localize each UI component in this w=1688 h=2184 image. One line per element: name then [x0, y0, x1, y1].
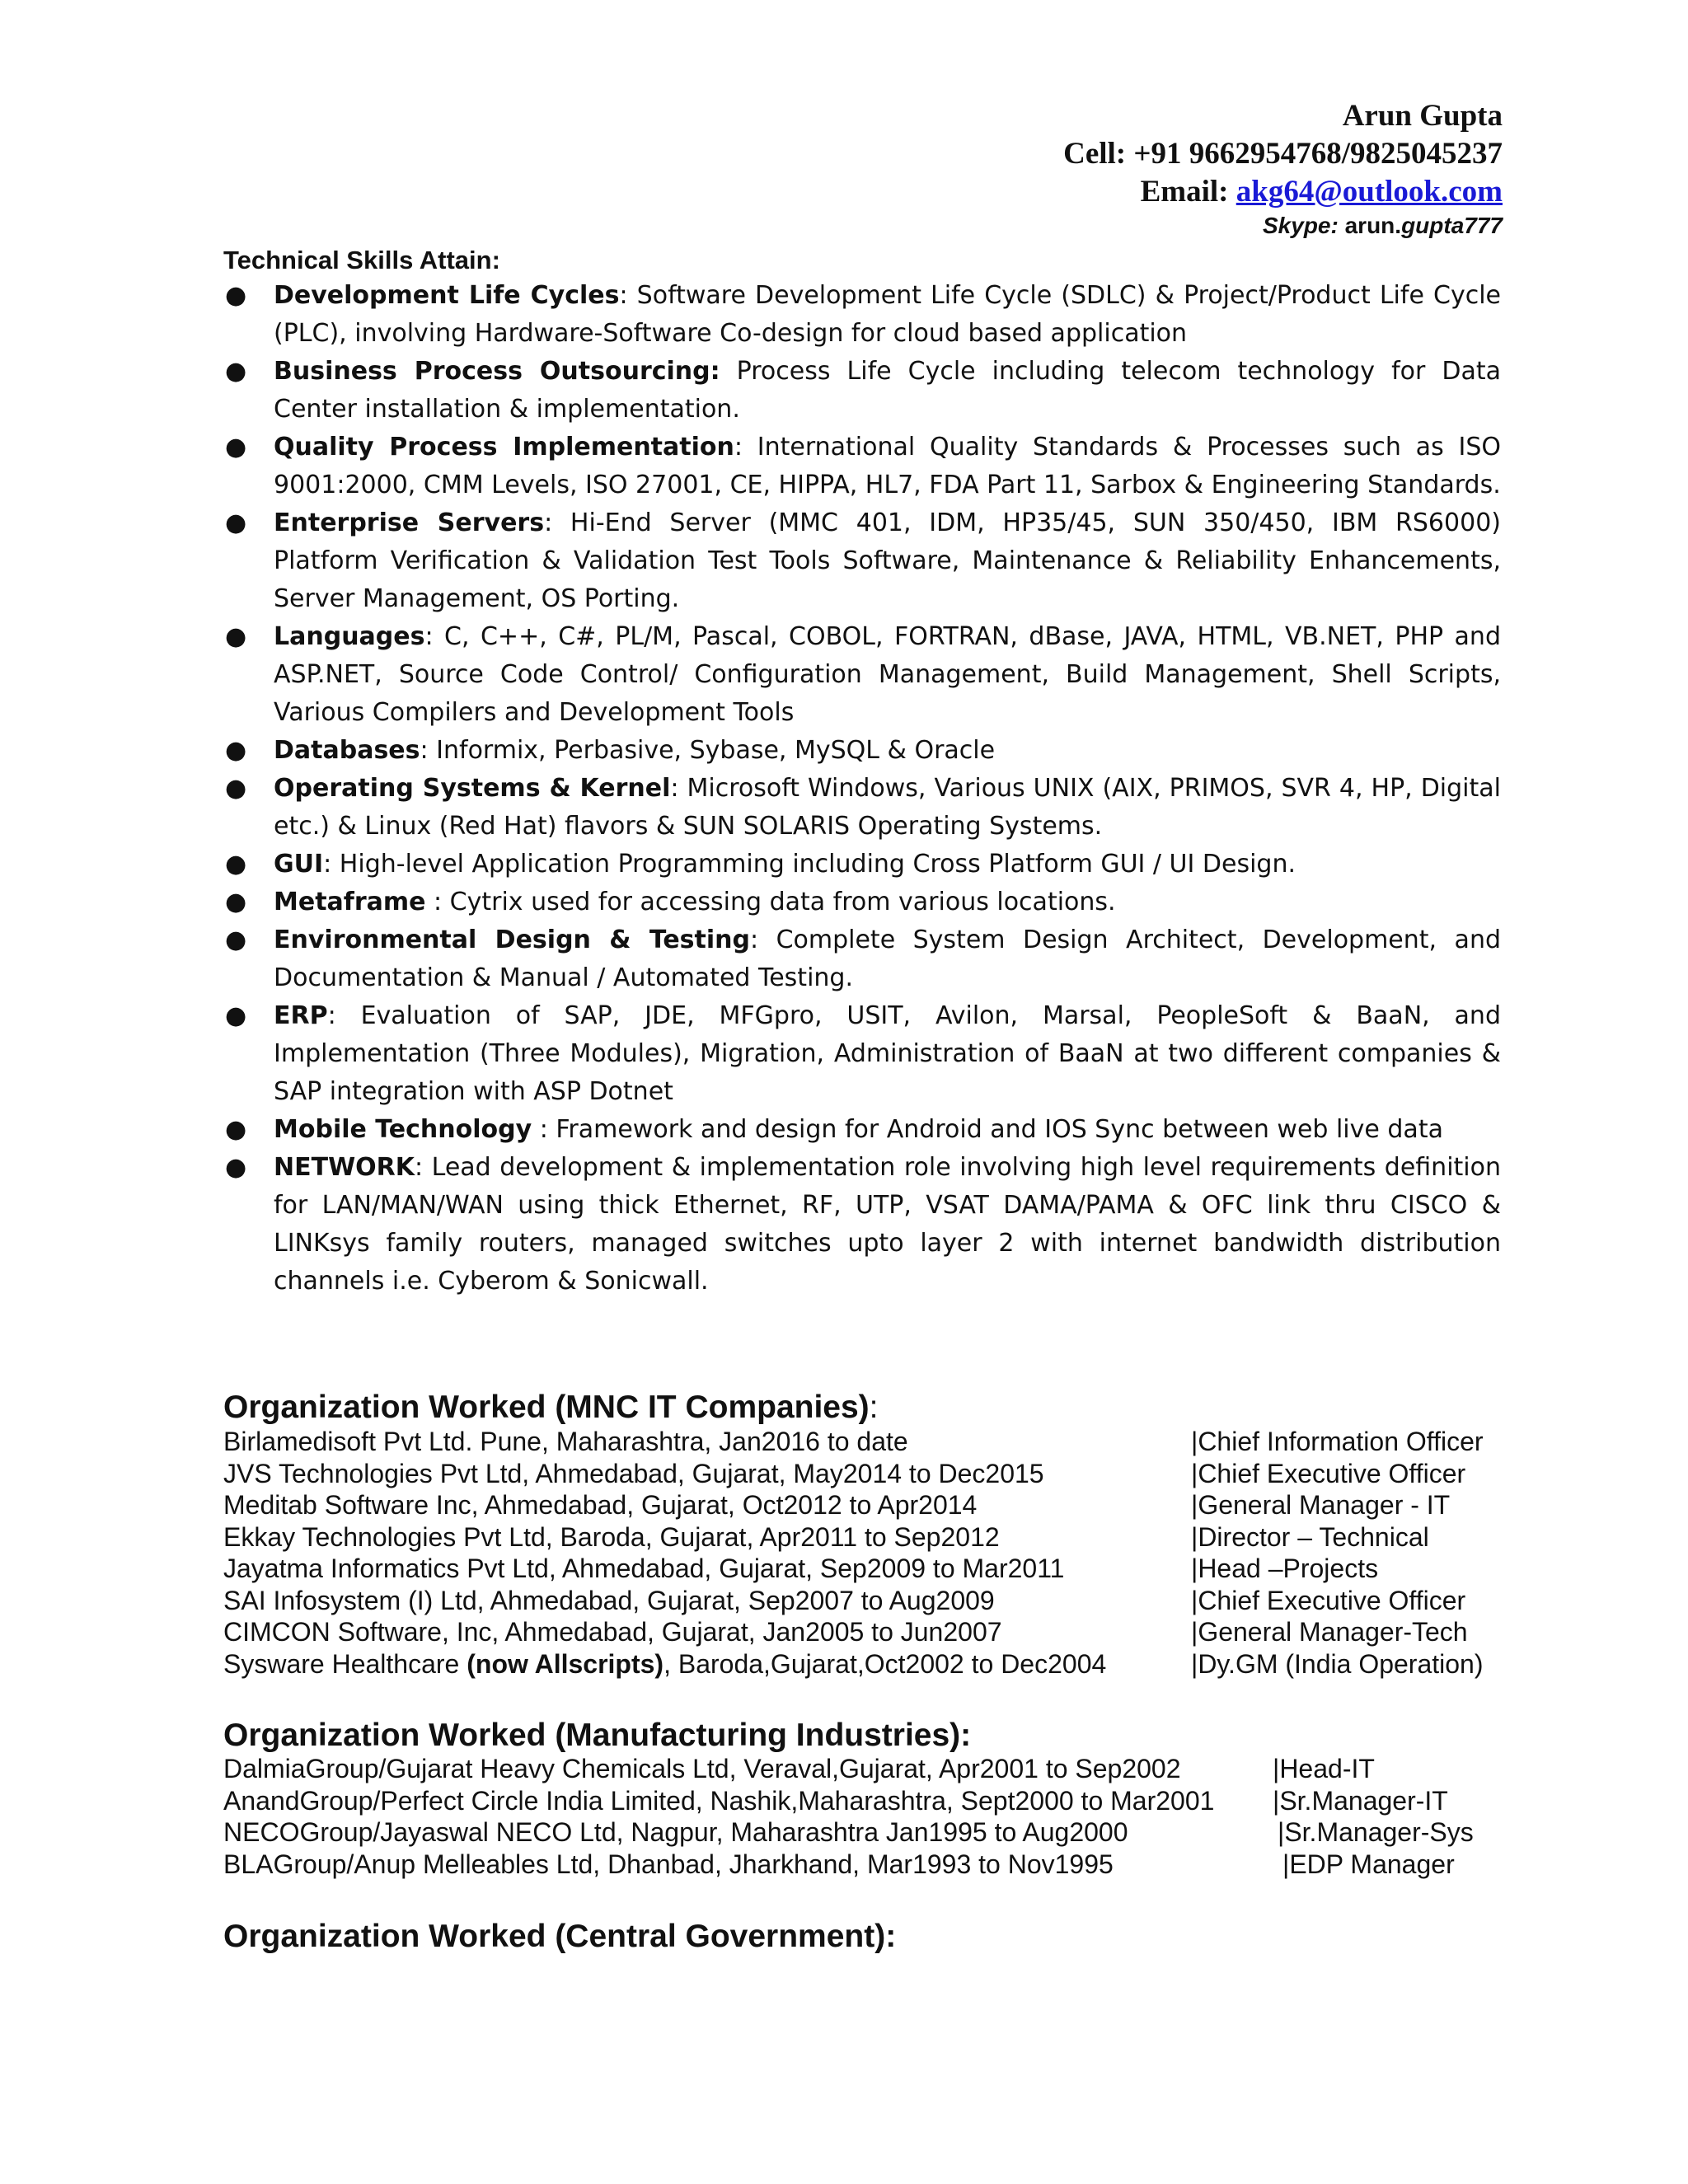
skill-label: Quality Process Implementation: [274, 433, 734, 462]
skype-label: Skype:: [1263, 213, 1339, 238]
mnc-heading: [223, 1388, 879, 1427]
org-row: [223, 1785, 1448, 1817]
org-role: |Director – Technical: [1191, 1521, 1429, 1552]
bullet-icon: ●: [225, 736, 247, 765]
org-role: |EDP Manager: [1282, 1849, 1455, 1879]
email-label: Email:: [1140, 175, 1236, 209]
org-role: |Sr.Manager-Sys: [1278, 1817, 1474, 1847]
org-name-post: , Baroda,Gujarat,Oct2002 to Dec2004: [663, 1648, 1107, 1679]
mnc-heading-text: Organization Worked (MNC IT Companies): [223, 1390, 870, 1425]
skill-text: : Lead development & implementation role involving high level requirements definition for LAN/MAN/WAN using thick Ethernet, RF, UTP, VSAT DAMA/PAMA & OFC link thru CISCO & LINKsys family routers, managed switches upto layer 2 with internet bandwidth distribution channels i.e. Cyberom & Sonicwall.: [274, 1153, 1501, 1296]
org-name: Ekkay Technologies Pvt Ltd, Baroda, Gujarat, Apr2011 to Sep2012: [223, 1521, 1000, 1552]
skype-value-italic: gupta777: [1401, 213, 1503, 238]
manufacturing-list: [223, 1753, 1474, 1880]
skype-line: [1263, 213, 1503, 239]
skills-list: [223, 277, 1501, 1301]
org-role: |Head –Projects: [1191, 1554, 1379, 1583]
skill-item: [223, 732, 1501, 770]
bullet-icon: ●: [225, 357, 247, 386]
skill-label: Metaframe: [274, 888, 426, 916]
skill-text: : Software Development Life Cycle (SDLC) & Project/Product Life Cycle (PLC), involving Hardware-Software Co-design for cloud based application: [274, 281, 1501, 348]
org-name-pre: Sysware Healthcare: [223, 1648, 467, 1679]
skill-label: Enterprise Servers: [274, 509, 545, 537]
org-name: BLAGroup/Anup Melleables Ltd, Dhanbad, Jharkhand, Mar1993 to Nov1995: [223, 1849, 1114, 1879]
skill-label: Operating Systems & Kernel: [274, 774, 671, 803]
org-name: CIMCON Software, Inc, Ahmedabad, Gujarat, Jan2005 to Jun2007: [223, 1617, 1002, 1647]
bullet-icon: ●: [225, 850, 247, 879]
government-heading: Organization Worked (Central Government):: [223, 1919, 897, 1954]
bullet-icon: ●: [225, 1153, 247, 1182]
skill-text: Process Life Cycle including telecom technology for Data Center installation & implementation.: [274, 357, 1501, 424]
org-role: |Chief Executive Officer: [1191, 1585, 1466, 1615]
bullet-icon: ●: [225, 433, 247, 462]
skill-item: [223, 1111, 1501, 1149]
skill-text: : Microsoft Windows, Various UNIX (AIX, PRIMOS, SVR 4, HP, Digital etc.) & Linux (Red Hat) flavors & SUN SOLARIS Operating Systems.: [274, 774, 1501, 841]
org-row: [223, 1648, 1484, 1680]
org-role: |Sr.Manager-IT: [1273, 1785, 1448, 1816]
org-row: [223, 1616, 1468, 1648]
org-row: [223, 1426, 1484, 1458]
skill-label: Mobile Technology: [274, 1115, 532, 1144]
skill-text: : International Quality Standards & Processes such as ISO 9001:2000, CMM Levels, ISO 27001, CE, HIPPA, HL7, FDA Part 11, Sarbox & Engineering Standards.: [274, 433, 1501, 499]
contact-header: [1063, 97, 1503, 211]
org-name: Meditab Software Inc, Ahmedabad, Gujarat, Oct2012 to Apr2014: [223, 1490, 978, 1520]
bullet-icon: ●: [225, 888, 247, 916]
skill-text: : High-level Application Programming including Cross Platform GUI / UI Design.: [323, 850, 1296, 879]
skill-label: GUI: [274, 850, 324, 879]
mnc-heading-colon: :: [869, 1390, 879, 1425]
org-name: NECOGroup/Jayaswal NECO Ltd, Nagpur, Maharashtra Jan1995 to Aug2000: [223, 1817, 1128, 1847]
org-row: [223, 1521, 1429, 1554]
org-row: [223, 1585, 1466, 1617]
skill-item: [223, 883, 1501, 921]
email-line: [1063, 173, 1503, 211]
bullet-icon: ●: [225, 774, 247, 803]
skill-label: Databases: [274, 736, 420, 765]
bullet-icon: ●: [225, 1115, 247, 1144]
skills-heading: Technical Skills Attain:: [223, 246, 500, 274]
skill-label: Languages: [274, 622, 425, 651]
skill-label: Development Life Cycles: [274, 281, 620, 310]
skill-label: NETWORK: [274, 1153, 415, 1182]
candidate-name: Arun Gupta: [1342, 99, 1503, 133]
bullet-icon: ●: [225, 509, 247, 537]
org-name: Jayatma Informatics Pvt Ltd, Ahmedabad, Gujarat, Sep2009 to Mar2011: [223, 1554, 1065, 1583]
org-role: |Chief Executive Officer: [1191, 1458, 1466, 1488]
org-row: [223, 1753, 1375, 1785]
org-name: DalmiaGroup/Gujarat Heavy Chemicals Ltd, Veraval,Gujarat, Apr2001 to Sep2002: [223, 1754, 1181, 1783]
skill-item: [223, 1149, 1501, 1301]
skill-item: [223, 277, 1501, 353]
skill-label: Environmental Design & Testing: [274, 926, 750, 954]
skill-item: [223, 846, 1501, 883]
skill-item: [223, 353, 1501, 429]
bullet-icon: ●: [225, 622, 247, 651]
org-name: SAI Infosystem (I) Ltd, Ahmedabad, Gujarat, Sep2007 to Aug2009: [223, 1585, 995, 1615]
org-name-bold: (now Allscripts): [467, 1648, 664, 1679]
skill-label: Business Process Outsourcing:: [274, 357, 720, 386]
org-row: [223, 1489, 1451, 1521]
org-row: [223, 1458, 1466, 1490]
skill-item: [223, 618, 1501, 732]
org-name: [223, 1649, 1106, 1679]
bullet-icon: ●: [225, 926, 247, 954]
bullet-icon: ●: [225, 1001, 247, 1030]
cell-number: Cell: +91 9662954768/9825045237: [1063, 137, 1503, 171]
bullet-icon: ●: [225, 281, 247, 310]
org-role: |Dy.GM (India Operation): [1191, 1648, 1484, 1679]
skill-item: [223, 429, 1501, 504]
skill-text: : Informix, Perbasive, Sybase, MySQL & Oracle: [420, 736, 996, 765]
manufacturing-heading: Organization Worked (Manufacturing Industries):: [223, 1718, 972, 1753]
skill-text: : Cytrix used for accessing data from various locations.: [425, 888, 1116, 916]
org-name: JVS Technologies Pvt Ltd, Ahmedabad, Gujarat, May2014 to Dec2015: [223, 1458, 1044, 1488]
org-row: [223, 1816, 1474, 1849]
org-name: AnandGroup/Perfect Circle India Limited, Nashik,Maharashtra, Sept2000 to Mar2001: [223, 1785, 1215, 1816]
org-role: |Chief Information Officer: [1191, 1427, 1484, 1456]
mnc-list: [223, 1426, 1484, 1680]
skill-item: [223, 504, 1501, 618]
skill-label: ERP: [274, 1001, 328, 1030]
skill-item: [223, 997, 1501, 1111]
org-role: |General Manager - IT: [1191, 1490, 1451, 1520]
org-row: [223, 1849, 1455, 1881]
skill-text: : Framework and design for Android and IOS Sync between web live data: [532, 1115, 1443, 1144]
org-role: |General Manager-Tech: [1191, 1617, 1468, 1647]
skill-text: : Complete System Design Architect, Development, and Documentation & Manual / Automated Testing.: [274, 926, 1502, 992]
skill-item: [223, 770, 1501, 846]
email-link[interactable]: akg64@outlook.com: [1236, 175, 1503, 209]
skill-text: : Hi-End Server (MMC 401, IDM, HP35/45, SUN 350/450, IBM RS6000) Platform Verification & Validation Test Tools Software, Maintenance & Reliability Enhancements, Server Management, OS Porting.: [274, 509, 1501, 613]
skype-value: arun.: [1338, 213, 1402, 238]
skill-text: : Evaluation of SAP, JDE, MFGpro, USIT, Avilon, Marsal, PeopleSoft & BaaN, and Implementation (Three Modules), Migration, Administration of BaaN at two different companies & SAP integration with ASP Dotnet: [274, 1001, 1501, 1106]
skill-text: : C, C++, C#, PL/M, Pascal, COBOL, FORTRAN, dBase, JAVA, HTML, VB.NET, PHP and ASP.NET, Source Code Control/ Configuration Management, Build Management, Shell Scripts, Various Compilers and Development Tools: [274, 622, 1501, 727]
skill-item: [223, 921, 1501, 997]
org-name: Birlamedisoft Pvt Ltd. Pune, Maharashtra, Jan2016 to date: [223, 1427, 908, 1456]
org-row: [223, 1553, 1379, 1585]
org-role: |Head-IT: [1273, 1754, 1375, 1783]
